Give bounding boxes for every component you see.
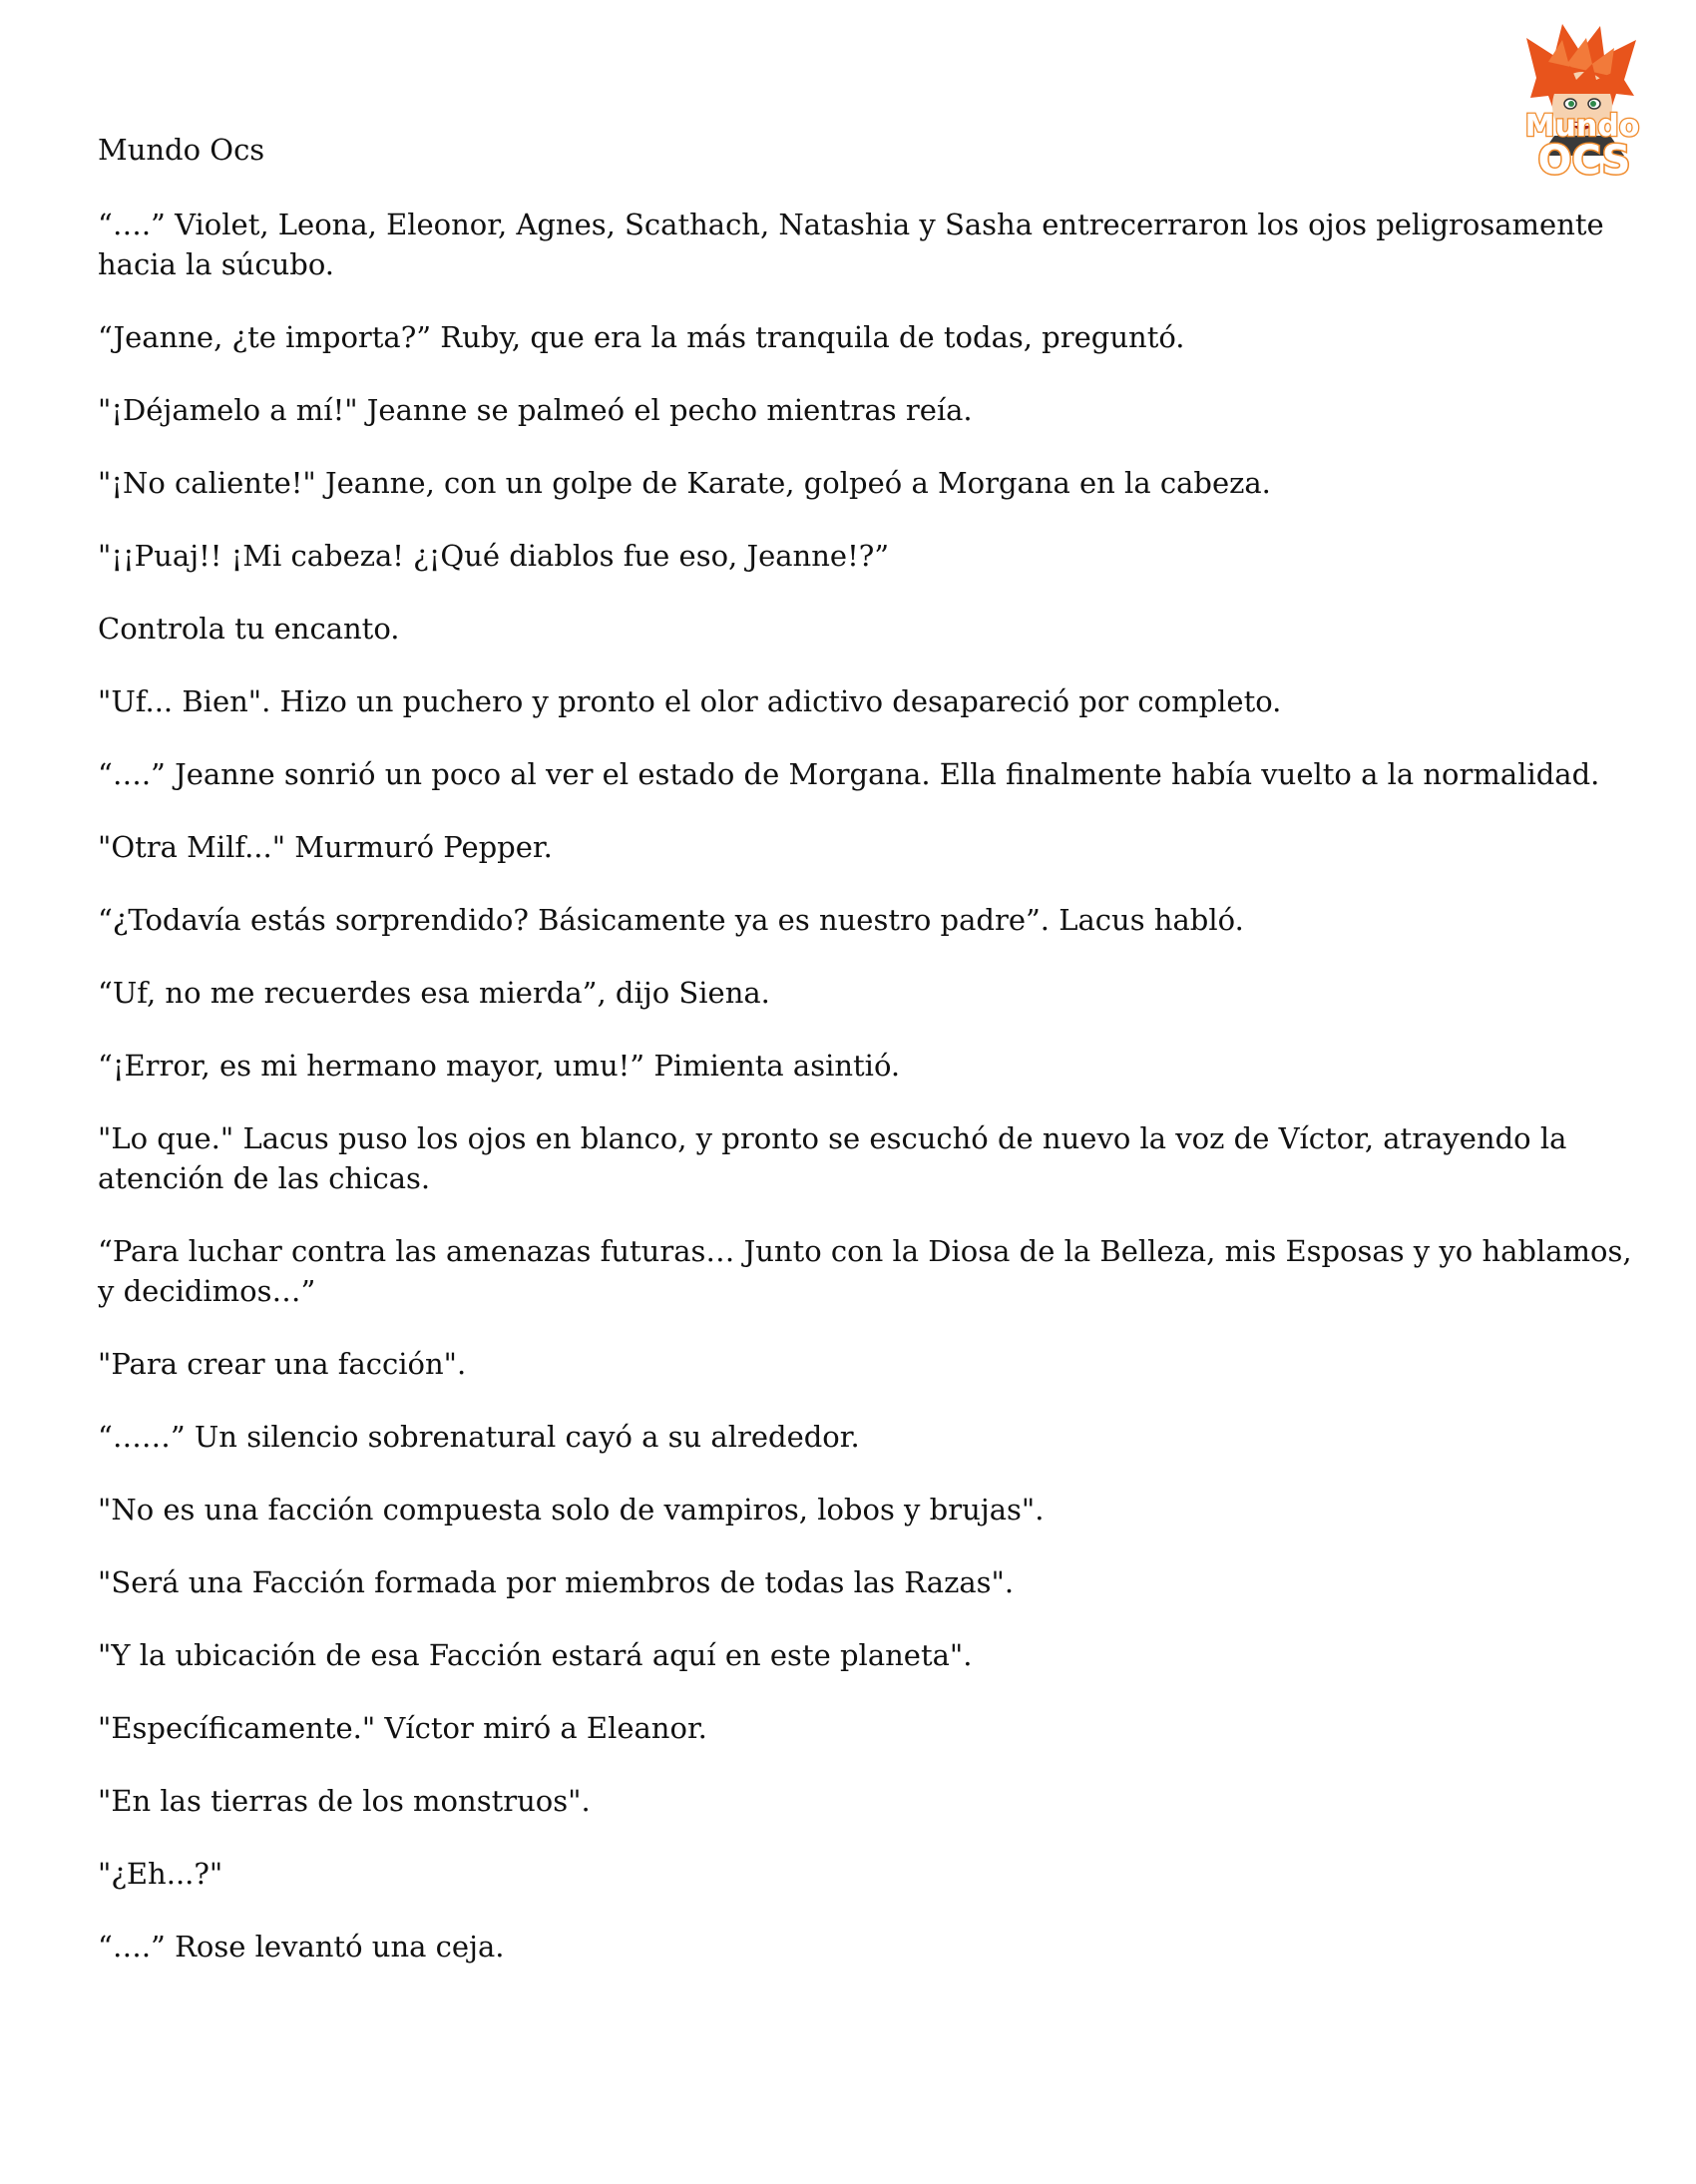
paragraph: “….” Rose levantó una ceja. bbox=[98, 1930, 505, 1964]
paragraph: "Uf... Bien". Hizo un puchero y pronto el olor adictivo desapareció por completo. bbox=[98, 684, 1282, 718]
paragraph: "Otra Milf..." Murmuró Pepper. bbox=[98, 830, 553, 864]
paragraph: "Y la ubicación de esa Facción estará aquí en este planeta". bbox=[98, 1638, 973, 1672]
paragraph: “Para luchar contra las amenazas futuras… Junto con la Diosa de la Belleza, mis Esposas y yo hablamos, y decidimos…” bbox=[98, 1234, 1632, 1308]
paragraph: "Lo que." Lacus puso los ojos en blanco, y pronto se escuchó de nuevo la voz de Víctor, atrayendo la atención de las chicas. bbox=[98, 1121, 1567, 1195]
paragraph: "¿Eh...?" bbox=[98, 1857, 223, 1891]
paragraph: Controla tu encanto. bbox=[98, 612, 400, 646]
paragraph: “……” Un silencio sobrenatural cayó a su alrededor. bbox=[98, 1420, 860, 1454]
paragraph: “¿Todavía estás sorprendido? Básicamente ya es nuestro padre”. Lacus habló. bbox=[98, 903, 1244, 937]
paragraph: “….” Jeanne sonrió un poco al ver el estado de Morgana. Ella finalmente había vuelto a la normalidad. bbox=[98, 757, 1600, 791]
paragraph: "¡Déjamelo a mí!" Jeanne se palmeó el pecho mientras reía. bbox=[98, 393, 973, 427]
paragraph: “Uf, no me recuerdes esa mierda”, dijo Siena. bbox=[98, 976, 770, 1010]
paragraph: "En las tierras de los monstruos". bbox=[98, 1784, 591, 1818]
paragraph: "¡¡Puaj!! ¡Mi cabeza! ¿¡Qué diablos fue eso, Jeanne!?” bbox=[98, 539, 890, 573]
paragraph: “¡Error, es mi hermano mayor, umu!” Pimienta asintió. bbox=[98, 1049, 901, 1083]
paragraph: "¡No caliente!" Jeanne, con un golpe de Karate, golpeó a Morgana en la cabeza. bbox=[98, 466, 1271, 500]
svg-text:OCS: OCS bbox=[1537, 138, 1631, 184]
paragraph: "No es una facción compuesta solo de vampiros, lobos y brujas". bbox=[98, 1493, 1045, 1527]
document-body bbox=[98, 205, 1644, 1999]
paragraph: "Específicamente." Víctor miró a Eleanor. bbox=[98, 1711, 707, 1745]
mundo-ocs-logo bbox=[1496, 18, 1668, 190]
paragraph: "Será una Facción formada por miembros de todas las Razas". bbox=[98, 1565, 1015, 1599]
paragraph: "Para crear una facción". bbox=[98, 1347, 467, 1381]
page-header-title: Mundo Ocs bbox=[98, 133, 265, 167]
paragraph: “….” Violet, Leona, Eleonor, Agnes, Scathach, Natashia y Sasha entrecerraron los ojos peligrosamente hacia la súcubo. bbox=[98, 208, 1604, 281]
logo-wordmark: Mundo bbox=[1524, 109, 1640, 144]
paragraph: “Jeanne, ¿te importa?” Ruby, que era la más tranquila de todas, preguntó. bbox=[98, 320, 1185, 354]
